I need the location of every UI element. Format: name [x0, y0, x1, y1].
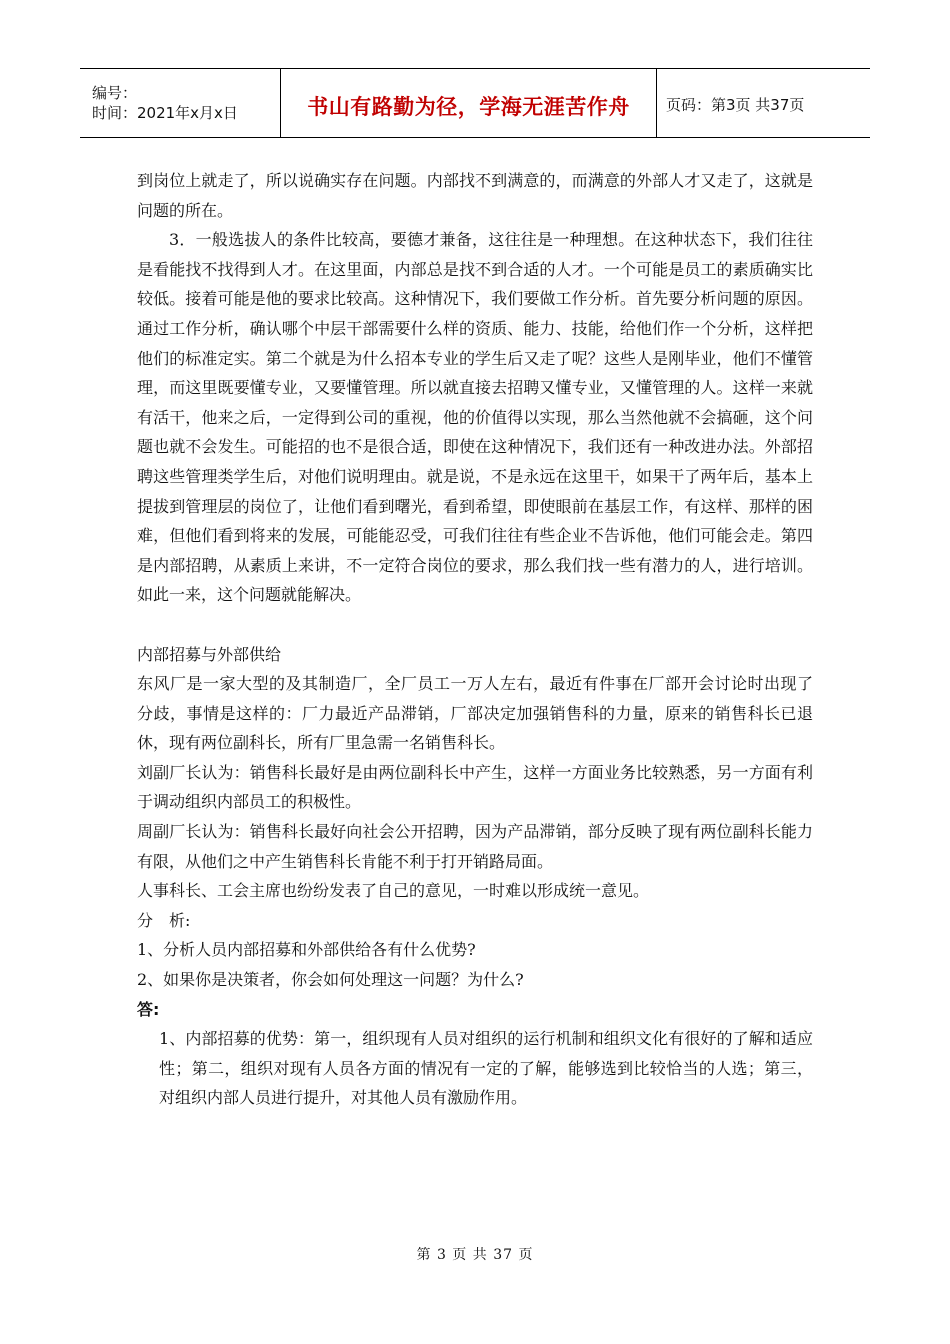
case-paragraph-4: 人事科长、工会主席也纷纷发表了自己的意见，一时难以形成统一意见。: [137, 881, 650, 901]
header-motto: 书山有路勤为径，学海无涯苦作舟: [307, 95, 630, 119]
analysis-label: 分 析:: [137, 910, 191, 930]
header-page-cell: [657, 69, 870, 137]
document-number-label: 编号：: [92, 84, 138, 102]
case-paragraph-2: 刘副厂长认为：销售科长最好是由两位副科长中产生，这样一方面业务比较熟悉，另一方面有利于调动组织内部员工的积极性。: [137, 762, 813, 812]
case-section-title: 内部招募与外部供给: [137, 644, 282, 664]
document-body: [137, 166, 813, 1113]
paragraph-continued: 到岗位上就走了，所以说确实存在问题。内部找不到满意的，而满意的外部人才又走了，这就是问题的所在。: [137, 171, 813, 220]
header-page-label: 页码：第3页 共37页: [666, 95, 805, 114]
header-meta: [80, 69, 281, 137]
question-1: 1、分析人员内部招募和外部供给各有什么优势?: [137, 940, 476, 960]
page-footer: 第 3 页 共 37 页: [416, 1247, 534, 1263]
page-header: [80, 68, 870, 138]
question-2: 2、如果你是决策者，你会如何处理这一问题？为什么?: [137, 970, 524, 990]
document-date-label: 时间：2021年x月x日: [92, 104, 238, 122]
answer-label: 答:: [137, 999, 160, 1019]
paragraph-spacer: [137, 610, 813, 640]
answer-1: 1、内部招募的优势：第一，组织现有人员对组织的运行机制和组织文化有很好的了解和适应性；第二，组织对现有人员各方面的情况有一定的了解，能够选到比较恰当的人选；第三，对组织内部人员进行提升，对其他人员有激励作用。: [159, 1029, 813, 1108]
case-paragraph-3: 周副厂长认为：销售科长最好向社会公开招聘，因为产品滞销，部分反映了现有两位副科长能力有限，从他们之中产生销售科长肯能不利于打开销路局面。: [137, 822, 813, 871]
case-paragraph-1: 东风厂是一家大型的及其制造厂，全厂员工一万人左右，最近有件事在厂部开会讨论时出现了 分歧，事情是这样的：厂力最近产品滞销，厂部决定加强销售科的力量，原来的销售科长已退休，现有两位副科长，所有厂里急需一名销售科长。: [137, 674, 813, 753]
header-motto-cell: [281, 69, 657, 137]
paragraph-point-3: 3．一般选拔人的条件比较高，要德才兼备，这往往是一种理想。在这种状态下，我们往往是看能找不找得到人才。在这里面，内部总是找不到合适的人才。一个可能是员工的素质确实比较低。接着可能是他的要求比较高。这种情况下，我们要做工作分析。首先要分析问题的原因。通过工作分析，确认哪个中层干部需要什么样的资质、能力、技能，给他们作一个分析，这样把他们的标准定实。第二个就是为什么招本专业的学生后又走了呢？这些人是刚毕业，他们不懂管理，而这里既要懂专业，又要懂管理。所以就直接去招聘又懂专业，又懂管理的人。这样一来就有活干，他来之后，一定得到公司的重视，他的价值得以实现，那么当然他就不会搞砸，这个问题也就不会发生。可能招的也不是很合适，即使在这种情况下，我们还有一种改进办法。外部招聘这些管理类学生后，对他们说明理由。就是说，不是永远在这里干，如果干了两年后，基本上提拔到管理层的岗位了，让他们看到曙光，看到希望，即使眼前在基层工作，有这样、那样的困难，但他们看到将来的发展，可能能忍受，可我们往往有些企业不告诉他，他们可能会走。第四是内部招聘，从素质上来讲，不一定符合岗位的要求，那么我们找一些有潜力的人，进行培训。如此一来，这个问题就能解决。: [137, 230, 813, 605]
